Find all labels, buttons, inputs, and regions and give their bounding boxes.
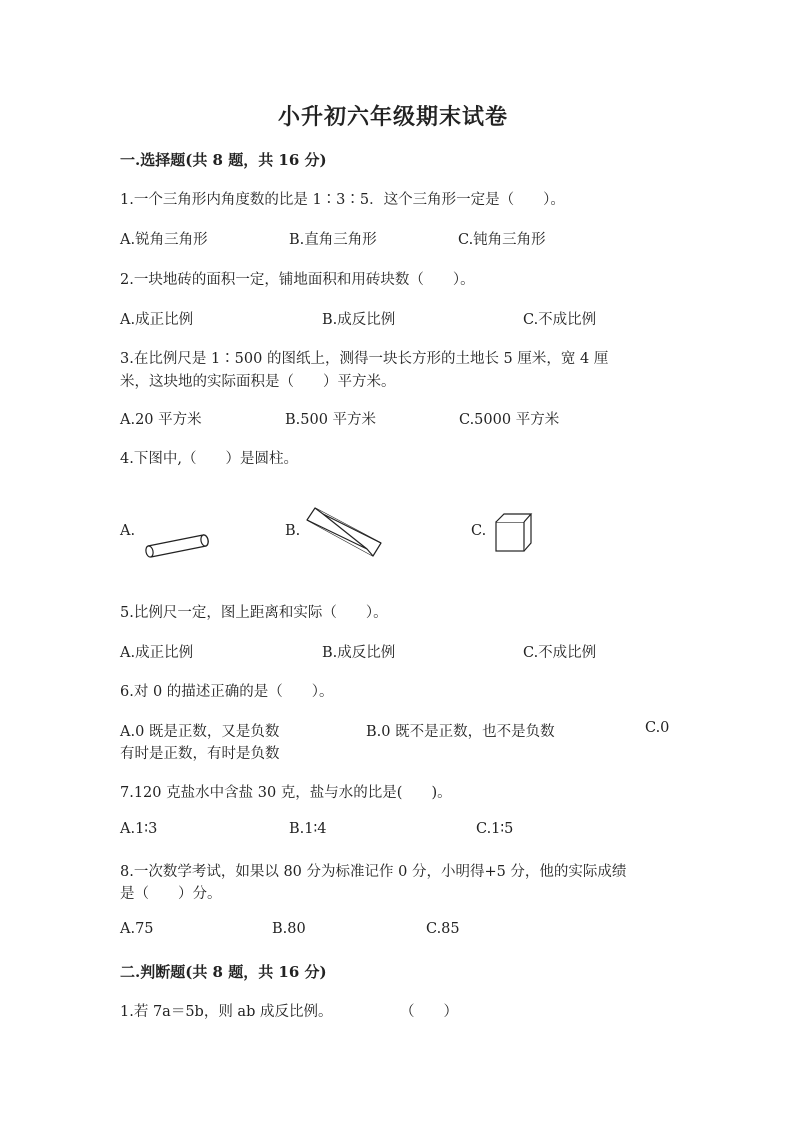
q3-option-a: A.20 平方米: [120, 412, 202, 428]
question-3-text-line-2: 米，这块地的实际面积是（ ）平方米。: [120, 374, 396, 390]
q6-option-c-continued: 有时是正数，有时是负数: [120, 746, 280, 762]
triangular-prism-figure: [305, 506, 385, 558]
q4-option-c: C.: [471, 523, 487, 539]
q1-option-a: A.锐角三角形: [120, 232, 208, 248]
q5-option-c: C.不成比例: [523, 645, 597, 661]
q7-option-b: B.1∶4: [289, 821, 327, 837]
question-4-text: 4.下图中,（ ）是圆柱。: [120, 451, 298, 467]
q1-option-c: C.钝角三角形: [458, 232, 546, 248]
q2-option-a: A.成正比例: [120, 312, 194, 328]
q3-option-b: B.500 平方米: [285, 412, 377, 428]
question-2-text: 2.一块地砖的面积一定，铺地面积和用砖块数（ ）。: [120, 272, 475, 288]
question-6-text: 6.对 0 的描述正确的是（ ）。: [120, 684, 334, 700]
q2-option-b: B.成反比例: [322, 312, 396, 328]
judgment-question-1-text: 1.若 7a＝5b，则 ab 成反比例。: [120, 1004, 333, 1020]
page-title: 小升初六年级期末试卷: [278, 104, 509, 130]
q7-option-c: C.1∶5: [476, 821, 514, 837]
question-5-text: 5.比例尺一定，图上距离和实际（ ）。: [120, 605, 388, 621]
q4-option-b: B.: [285, 523, 301, 539]
judgment-answer-blank: （ ）: [400, 1004, 458, 1020]
q6-option-b: B.0 既不是正数，也不是负数: [366, 724, 555, 740]
q8-option-c: C.85: [426, 921, 460, 937]
q3-option-c: C.5000 平方米: [459, 412, 560, 428]
q2-option-c: C.不成比例: [523, 312, 597, 328]
question-3-text-line-1: 3.在比例尺是 1∶500 的图纸上，测得一块长方形的土地长 5 厘米，宽 4 厘: [120, 351, 609, 367]
q6-option-c: C.0: [645, 720, 670, 736]
question-7-text: 7.120 克盐水中含盐 30 克，盐与水的比是( )。: [120, 785, 452, 801]
question-8-text-line-2: 是（ ）分。: [120, 886, 222, 902]
q7-option-a: A.1∶3: [120, 821, 158, 837]
q5-option-b: B.成反比例: [322, 645, 396, 661]
question-8-text-line-1: 8.一次数学考试，如果以 80 分为标准记作 0 分，小明得+5 分，他的实际成绩: [120, 864, 627, 880]
q8-option-b: B.80: [272, 921, 306, 937]
q5-option-a: A.成正比例: [120, 645, 194, 661]
q8-option-a: A.75: [120, 921, 154, 937]
q4-option-a: A.: [120, 523, 136, 539]
section-heading-choice: 一.选择题(共 8 题，共 16 分): [120, 151, 327, 169]
q1-option-b: B.直角三角形: [289, 232, 377, 248]
q6-option-a: A.0 既是正数，又是负数: [120, 724, 280, 740]
cube-figure: [494, 512, 534, 554]
cylinder-rod-figure: [140, 526, 220, 560]
question-1-text: 1.一个三角形内角度数的比是 1∶3∶5．这个三角形一定是（ ）。: [120, 192, 565, 208]
section-heading-judgment: 二.判断题(共 8 题，共 16 分): [120, 963, 327, 981]
